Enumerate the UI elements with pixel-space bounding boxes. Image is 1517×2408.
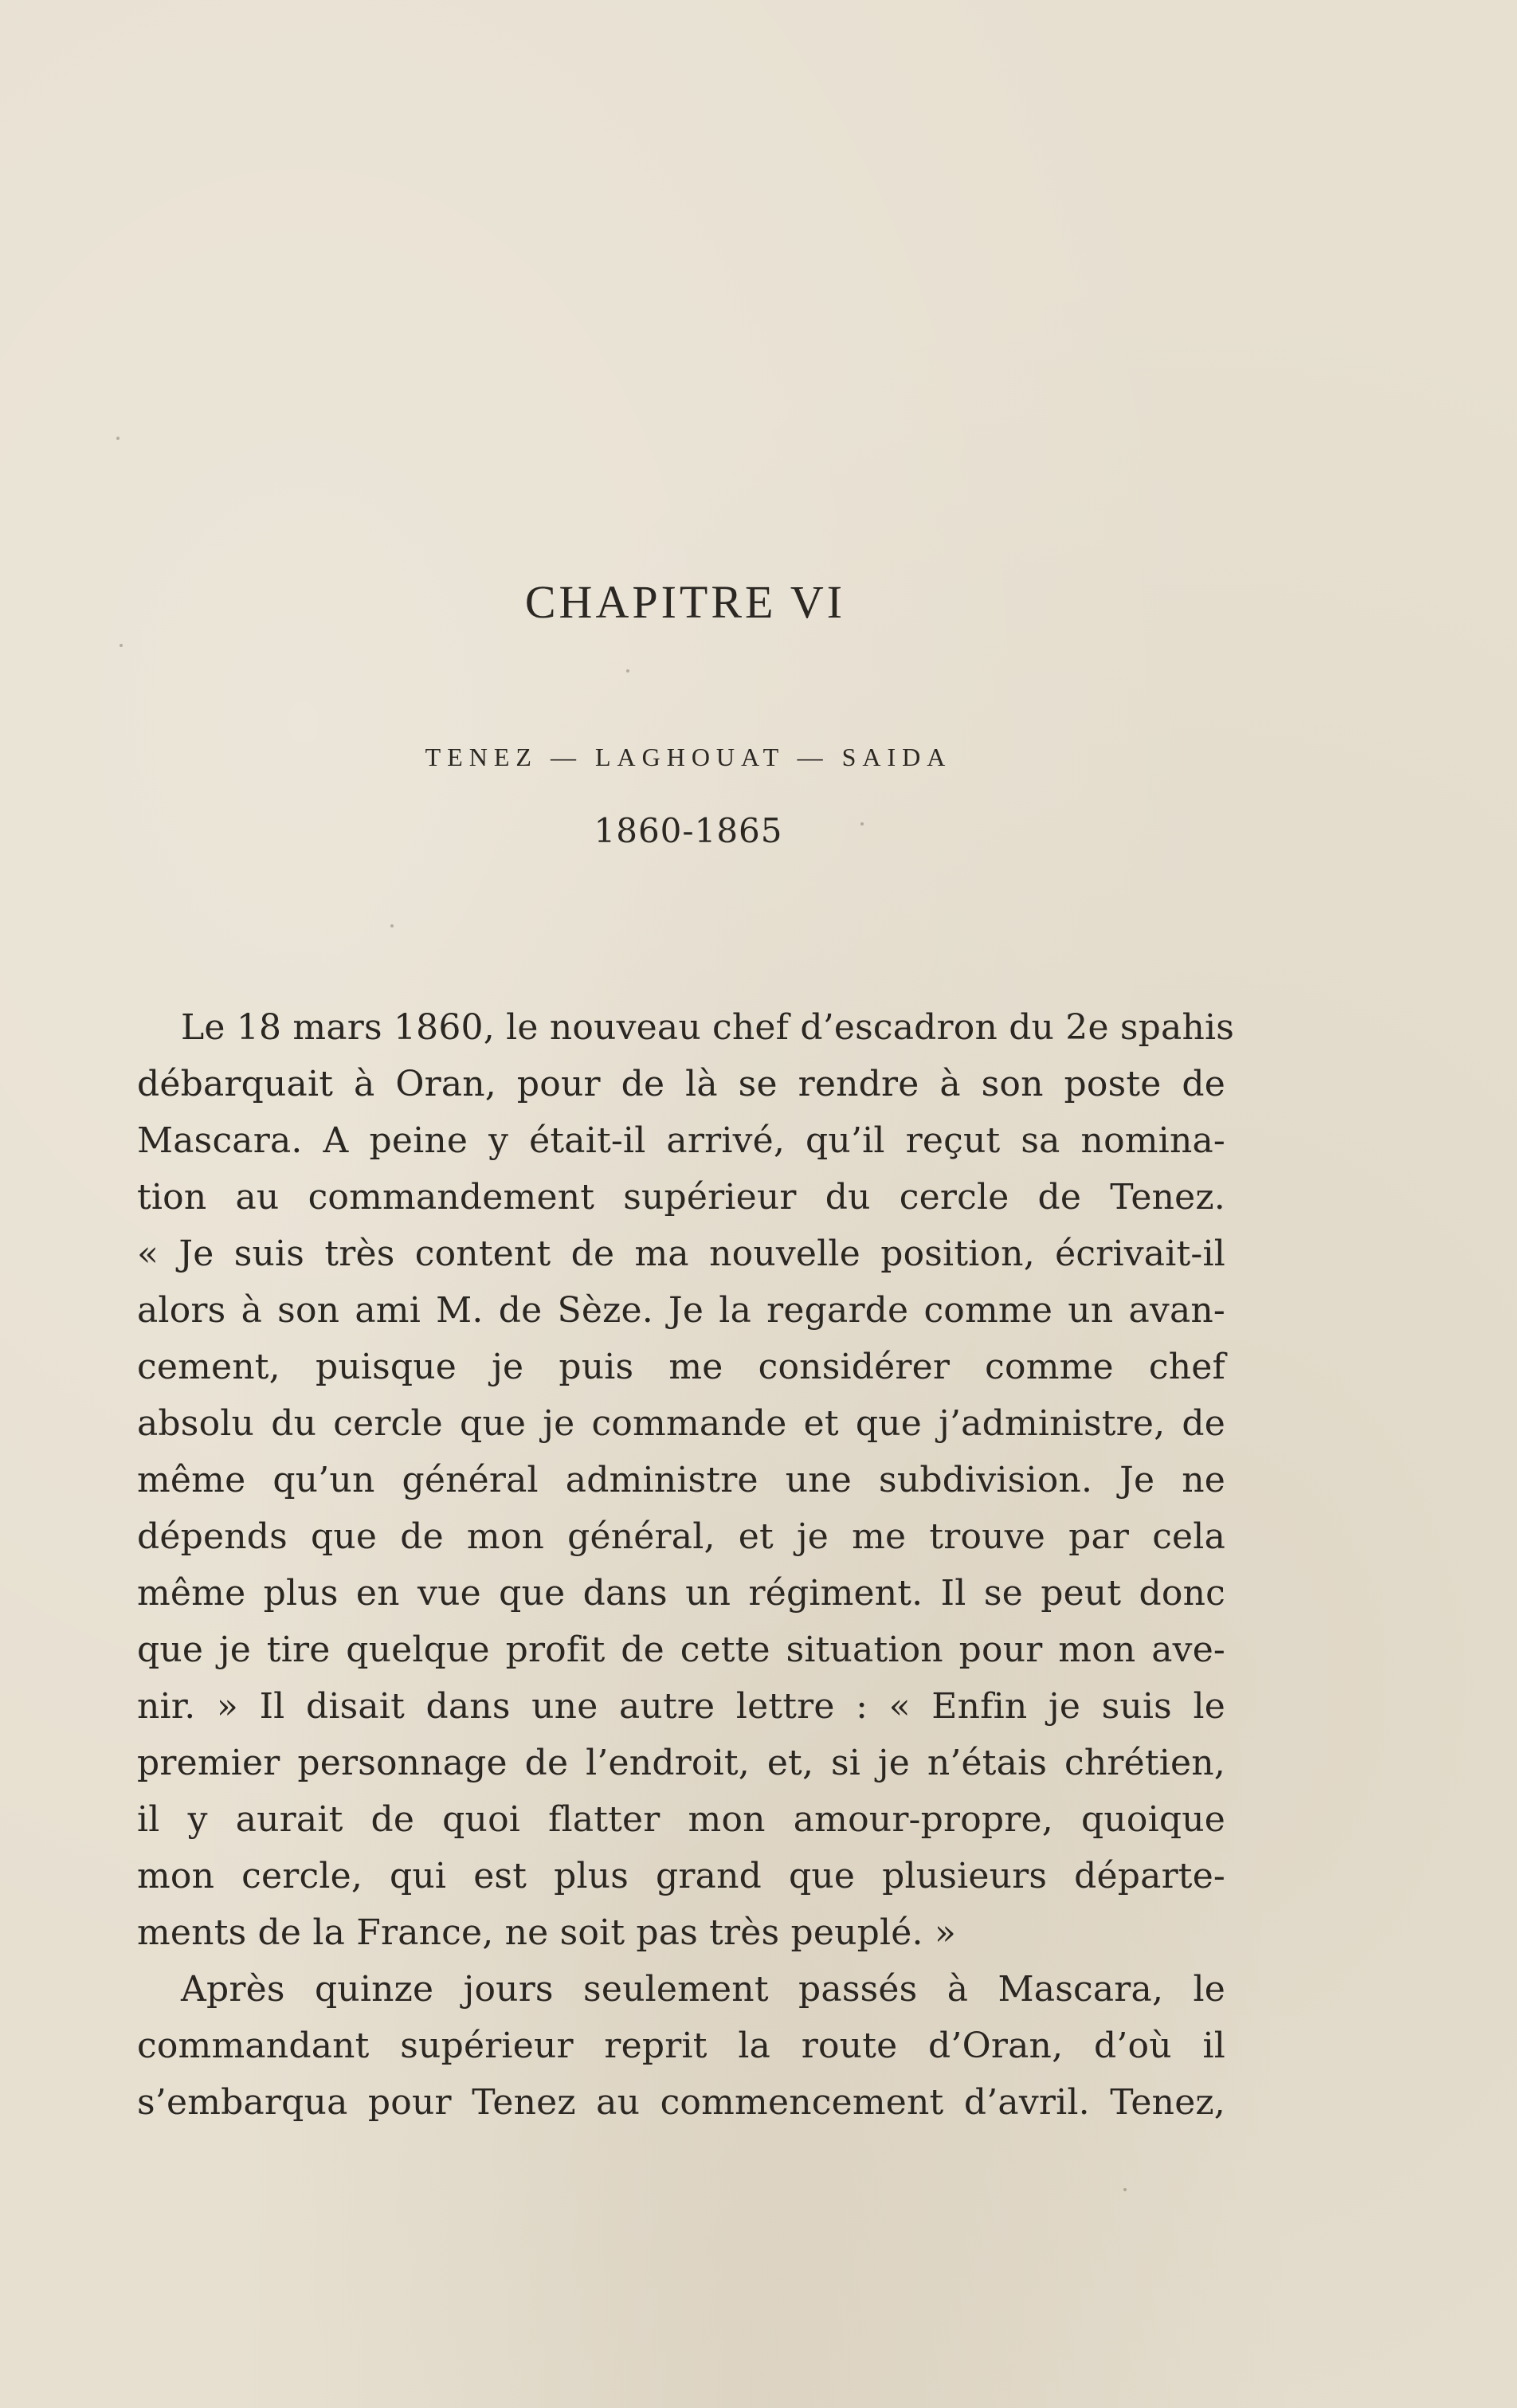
text-line: nir. » Il disait dans une autre lettre : « Enfin je suis le xyxy=(137,1686,1225,1727)
paragraph-1 xyxy=(137,999,1235,1961)
chapter-heading: CHAPITRE VI xyxy=(524,576,846,628)
text-line: il y aurait de quoi flatter mon amour-propre, quoique xyxy=(137,1799,1225,1840)
paper-speck xyxy=(860,822,864,826)
text-line: mon cercle, qui est plus grand que plusieurs départe- xyxy=(137,1856,1225,1896)
text-line: même qu’un général administre une subdivision. Je ne xyxy=(137,1460,1225,1500)
chapter-subtitle: TENEZ — LAGHOUAT — SAIDA xyxy=(425,743,952,771)
text-line: premier personnage de l’endroit, et, si je n’étais chrétien, xyxy=(137,1743,1225,1783)
text-line: Mascara. A peine y était-il arrivé, qu’il reçut sa nomina- xyxy=(137,1120,1225,1161)
paper-speck xyxy=(120,644,123,647)
text-line: dépends que de mon général, et je me trouve par cela xyxy=(137,1516,1225,1557)
paragraph-2 xyxy=(137,1961,1225,2131)
text-line: que je tire quelque profit de cette situation pour mon ave- xyxy=(137,1630,1225,1670)
body-text xyxy=(137,999,1235,2131)
text-line: débarquait à Oran, pour de là se rendre à son poste de xyxy=(137,1064,1225,1104)
text-line: absolu du cercle que je commande et que j’administre, de xyxy=(137,1403,1225,1444)
text-line: Après quinze jours seulement passés à Mascara, le xyxy=(181,1969,1225,2010)
text-line: ments de la France, ne soit pas très peuplé. » xyxy=(137,1912,956,1953)
text-line: cement, puisque je puis me considérer comme chef xyxy=(137,1347,1225,1387)
paper-speck xyxy=(116,437,120,440)
chapter-dates: 1860-1865 xyxy=(594,811,783,850)
text-line: « Je suis très content de ma nouvelle position, écrivait-il xyxy=(137,1233,1225,1274)
paper-speck xyxy=(1123,2188,1127,2191)
text-line: tion au commandement supérieur du cercle de Tenez. xyxy=(137,1177,1225,1218)
paper-speck xyxy=(626,669,629,673)
text-line: commandant supérieur reprit la route d’Oran, d’où il xyxy=(137,2026,1225,2066)
paper-speck xyxy=(390,924,394,928)
text-line: alors à son ami M. de Sèze. Je la regarde comme un avan- xyxy=(137,1290,1225,1331)
text-line: s’embarqua pour Tenez au commencement d’avril. Tenez, xyxy=(137,2082,1225,2123)
text-line: même plus en vue que dans un régiment. Il se peut donc xyxy=(137,1573,1225,1614)
text-line: Le 18 mars 1860, le nouveau chef d’escadron du 2e spahis xyxy=(181,1007,1235,1048)
